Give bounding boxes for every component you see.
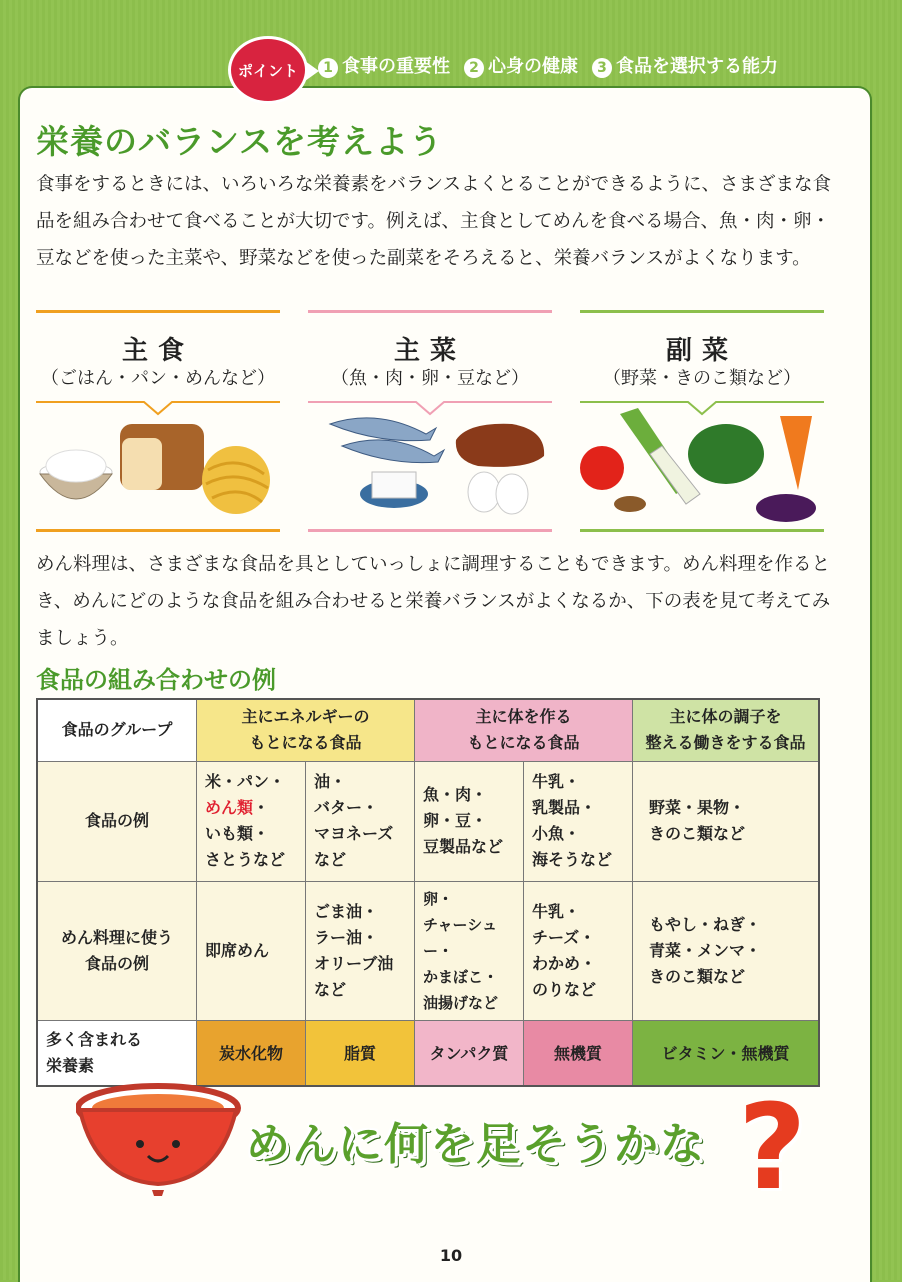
cell-energy-b: ごま油・ ラー油・ オリーブ油 など: [306, 881, 415, 1020]
row-label-nutrients: 多く含まれる 栄養素: [37, 1020, 197, 1086]
category-title: 副菜: [665, 336, 738, 366]
nutrient-protein: タンパク質: [415, 1020, 524, 1086]
row-label-noodle-examples: めん料理に使う 食品の例: [37, 881, 197, 1020]
combination-table: [36, 698, 820, 1087]
point-2: 2 心身の健康: [464, 52, 578, 78]
group-energy-header: 主にエネルギーの もとになる食品: [197, 699, 415, 761]
nutrient-mineral: 無機質: [524, 1020, 633, 1086]
point-badge: [228, 36, 308, 104]
intro-paragraph: 食事をするときには、いろいろな栄養素をバランスよくとることができるように、さまざまな食品を組み合わせて食べることが大切です。例えば、主食としてめんを食べる場合、魚・肉・卵・豆などを使った主菜や、野菜などを使った副菜をそろえると、栄養バランスがよくなります。: [36, 174, 831, 269]
group-condition-header: 主に体の調子を 整える働きをする食品: [633, 699, 820, 761]
section-title: 食品の組み合わせの例: [36, 666, 276, 694]
cell-body-b: 牛乳・ チーズ・ わかめ・ のりなど: [524, 881, 633, 1020]
cell-energy-a: 米・パン・めん類・ いも類・ さとうなど: [197, 761, 306, 881]
point-3: 3 食品を選択する能力: [592, 52, 778, 78]
highlight-noodles: めん類: [205, 798, 254, 817]
page-number: 10: [439, 1246, 463, 1265]
cell-condition: もやし・ねぎ・ 青菜・メンマ・ きのこ類など: [633, 881, 820, 1020]
nutrient-carbohydrate: 炭水化物: [197, 1020, 306, 1086]
category-title: 主食: [121, 336, 194, 366]
row-label-food-examples: 食品の例: [37, 761, 197, 881]
category-subtitle: （魚・肉・卵・豆など）: [331, 368, 529, 389]
combination-paragraph: めん料理は、さまざまな食品を具としていっしょに調理することもできます。めん料理を作るとき、めんにどのような食品を組み合わせると栄養バランスがよくなるか、下の表を見て考えてみましょう。: [36, 554, 831, 649]
page-title: 栄養のバランスを考えよう: [36, 122, 444, 161]
main-dish-illustration: [308, 394, 552, 524]
nutrient-vitamin-mineral: ビタミン・無機質: [633, 1020, 820, 1086]
noodle-bowl-illustration: [76, 1080, 246, 1200]
point-list: [318, 52, 778, 78]
side-dish-illustration: [580, 394, 824, 524]
cell-body-a: 魚・肉・ 卵・豆・ 豆製品など: [415, 761, 524, 881]
staple-food-illustration: [36, 394, 280, 524]
category-main: [308, 310, 552, 532]
group-body-header: 主に体を作る もとになる食品: [415, 699, 633, 761]
cell-condition: 野菜・果物・ きのこ類など: [633, 761, 820, 881]
point-badge-label: ポイント: [237, 61, 298, 80]
category-subtitle: （ごはん・パン・めんなど）: [41, 368, 275, 389]
cell-body-a: 卵・ チャーシュー・ かまぼこ・ 油揚げなど: [415, 881, 524, 1020]
cell-energy-a: 即席めん: [197, 881, 306, 1020]
nutrient-fat: 脂質: [306, 1020, 415, 1086]
point-1: 1 食事の重要性: [318, 52, 450, 78]
cell-energy-b: 油・ バター・ マヨネーズ など: [306, 761, 415, 881]
category-staple: [36, 310, 280, 532]
group-header-label: 食品のグループ: [37, 699, 197, 761]
category-subtitle: （野菜・きのこ類など）: [603, 368, 801, 389]
question-mark-icon: ?: [738, 1078, 807, 1216]
cell-body-b: 牛乳・ 乳製品・ 小魚・ 海そうなど: [524, 761, 633, 881]
category-side: [580, 310, 824, 532]
category-title: 主菜: [393, 336, 466, 366]
banner-text: めんに何を足そうかな: [246, 1119, 706, 1170]
